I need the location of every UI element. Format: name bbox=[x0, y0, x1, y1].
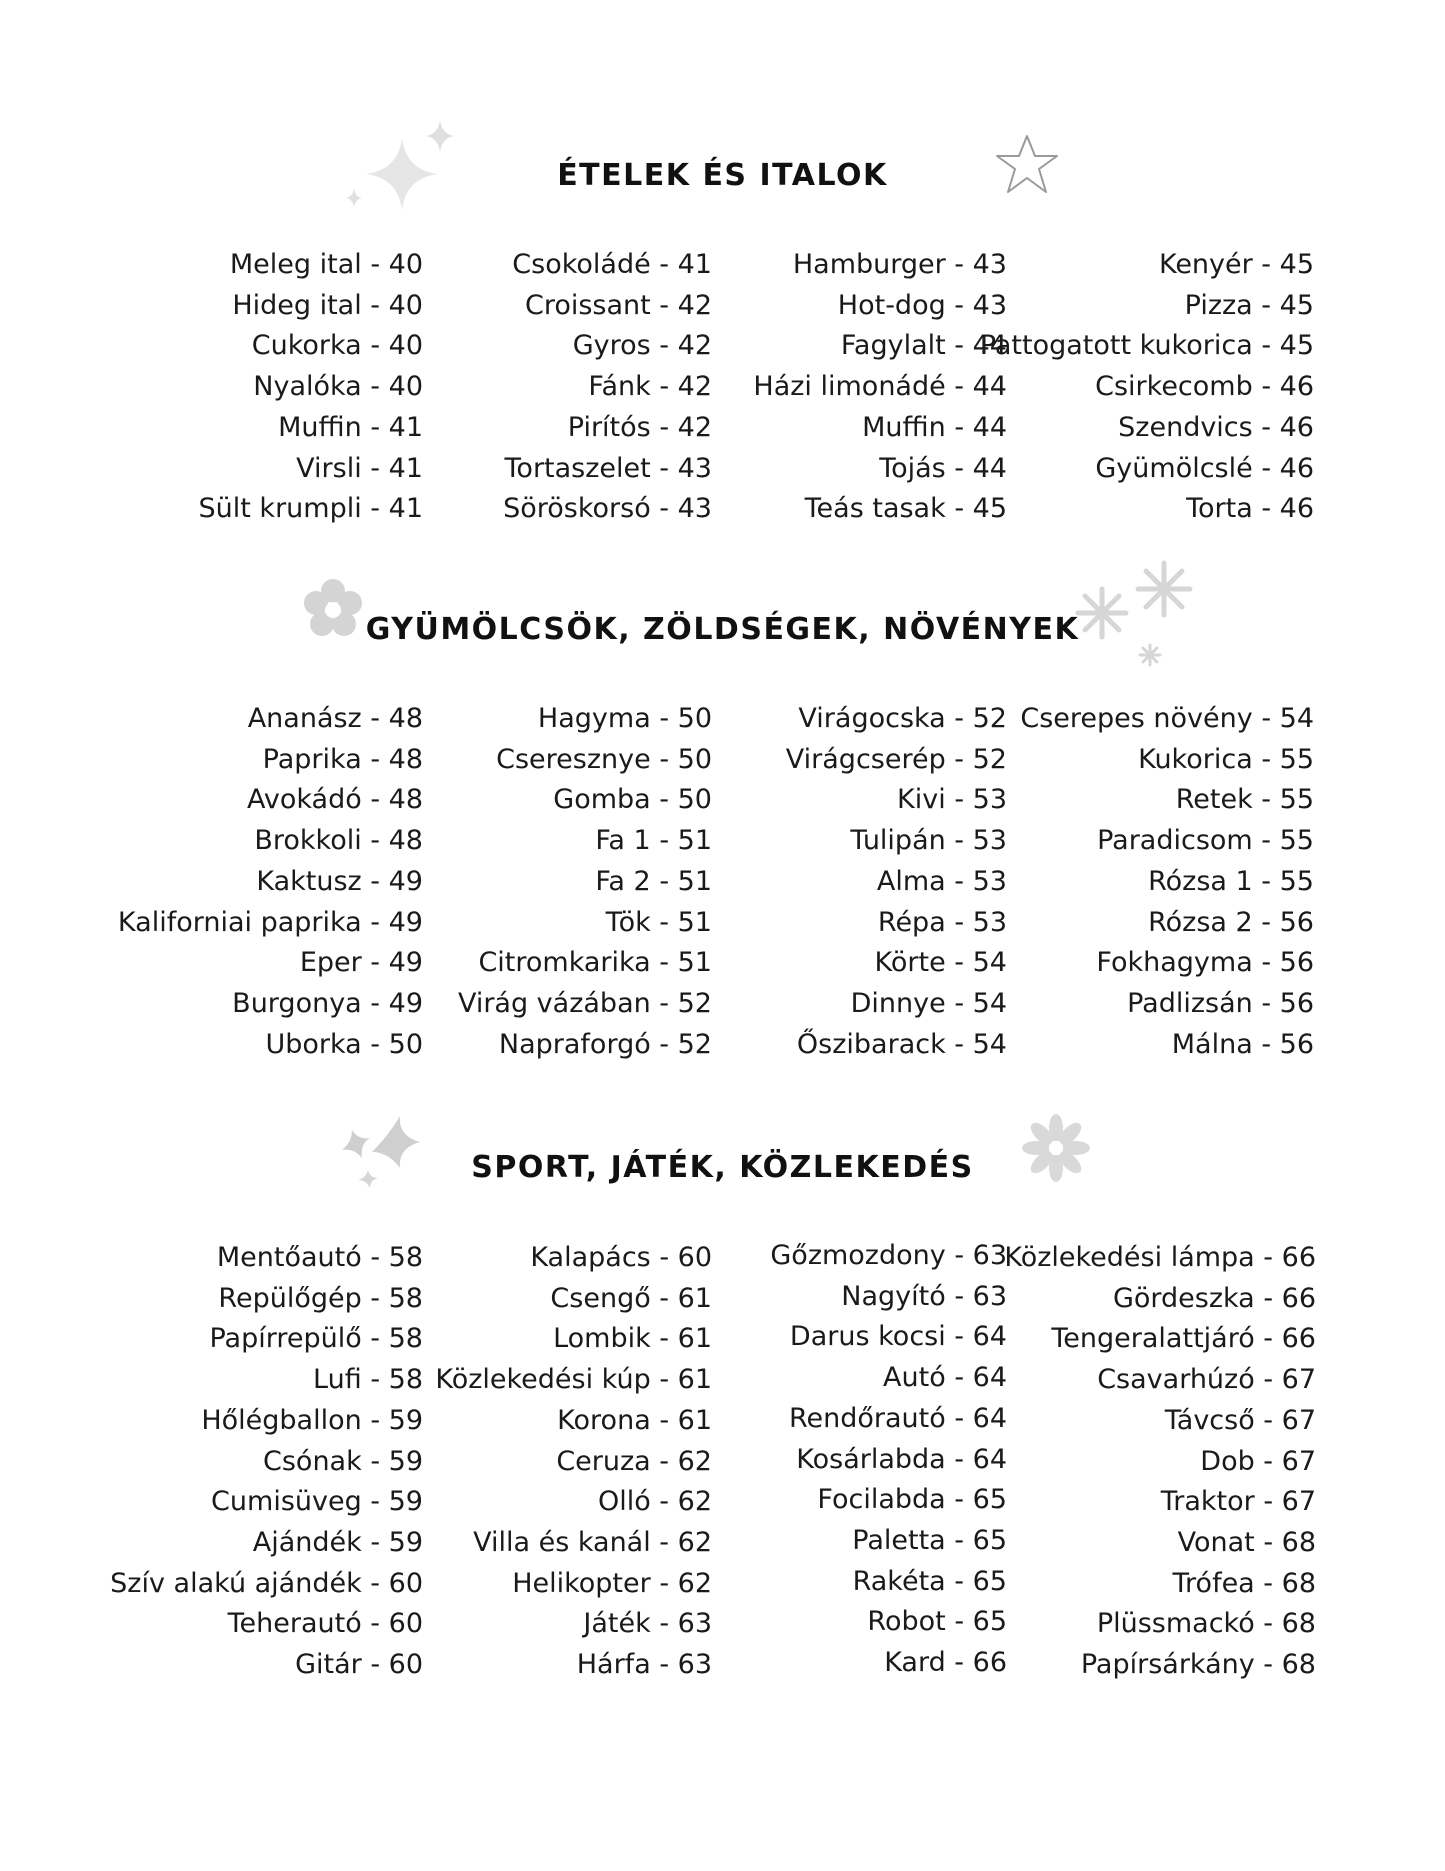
list-item: Tulipán - 53 bbox=[850, 825, 1007, 857]
list-item: Csónak - 59 bbox=[263, 1445, 423, 1477]
list-item: Dob - 67 bbox=[1200, 1445, 1316, 1477]
list-item: Papírrepülő - 58 bbox=[209, 1323, 423, 1355]
list-item: Hőlégballon - 59 bbox=[201, 1404, 423, 1436]
sport-column-1 bbox=[110, 1238, 423, 1686]
list-item: Plüssmackó - 68 bbox=[1096, 1608, 1316, 1640]
list-item: Trófea - 68 bbox=[1172, 1567, 1316, 1599]
sparkle-large-icon bbox=[366, 138, 438, 210]
list-item: Pizza - 45 bbox=[1184, 289, 1314, 321]
sport-column-3 bbox=[770, 1236, 1007, 1684]
list-item: Padlizsán - 56 bbox=[1127, 987, 1314, 1019]
list-item: Darus kocsi - 64 bbox=[789, 1321, 1007, 1353]
list-item: Rózsa 2 - 56 bbox=[1148, 906, 1314, 938]
list-item: Ceruza - 62 bbox=[556, 1445, 712, 1477]
list-item: Rakéta - 65 bbox=[852, 1565, 1007, 1597]
plants-column-1 bbox=[118, 699, 423, 1065]
food-column-2 bbox=[503, 245, 712, 530]
list-item: Kosárlabda - 64 bbox=[796, 1443, 1007, 1475]
list-item: Közlekedési lámpa - 66 bbox=[1004, 1242, 1316, 1273]
list-item: Villa és kanál - 62 bbox=[473, 1526, 712, 1558]
list-item: Muffin - 44 bbox=[862, 411, 1007, 443]
list-item: Fa 2 - 51 bbox=[595, 865, 712, 897]
sport-column-4 bbox=[1004, 1238, 1316, 1686]
list-item: Kalapács - 60 bbox=[530, 1242, 712, 1273]
list-item: Papírsárkány - 68 bbox=[1080, 1649, 1316, 1681]
daisy-icon bbox=[1078, 589, 1126, 637]
daisy-icon bbox=[1138, 563, 1190, 615]
list-item: Málna - 56 bbox=[1171, 1028, 1314, 1060]
list-item: Csokoládé - 41 bbox=[512, 249, 712, 280]
list-item: Tök - 51 bbox=[605, 906, 712, 938]
list-item: Gitár - 60 bbox=[295, 1649, 423, 1681]
flower-icon bbox=[300, 576, 366, 642]
list-item: Pirítós - 42 bbox=[567, 411, 712, 443]
list-item: Hot-dog - 43 bbox=[837, 289, 1007, 321]
list-item: Cukorka - 40 bbox=[251, 330, 423, 362]
four-point-star-small-icon bbox=[358, 1170, 378, 1188]
daisy-cluster-icon bbox=[1068, 555, 1208, 670]
list-item: Fánk - 42 bbox=[588, 371, 712, 403]
list-item: Traktor - 67 bbox=[1160, 1486, 1316, 1518]
list-item: Avokádó - 48 bbox=[246, 784, 423, 816]
list-item: Lombik - 61 bbox=[553, 1323, 712, 1355]
list-item: Eper - 49 bbox=[299, 947, 423, 979]
section-title-fruits-vegetables-plants: GYÜMÖLCSÖK, ZÖLDSÉGEK, NÖVÉNYEK bbox=[365, 612, 1080, 647]
sparkle-small-icon bbox=[426, 120, 454, 152]
list-item: Fagylalt - 44 bbox=[840, 330, 1007, 362]
list-item: Pattogatott kukorica - 45 bbox=[979, 330, 1314, 362]
list-item: Meleg ital - 40 bbox=[229, 249, 423, 280]
list-item: Croissant - 42 bbox=[524, 289, 712, 321]
list-item: Virsli - 41 bbox=[296, 452, 423, 484]
list-item: Olló - 62 bbox=[597, 1486, 712, 1518]
list-item: Hárfa - 63 bbox=[576, 1649, 712, 1681]
list-item: Lufi - 58 bbox=[313, 1364, 423, 1396]
list-item: Kard - 66 bbox=[884, 1647, 1007, 1679]
food-column-4 bbox=[980, 245, 1314, 530]
list-item: Alma - 53 bbox=[876, 865, 1007, 897]
daisy-small-icon bbox=[1140, 645, 1160, 665]
list-item: Körte - 54 bbox=[874, 947, 1007, 979]
food-column-1 bbox=[199, 245, 423, 530]
list-item: Virág vázában - 52 bbox=[457, 987, 712, 1019]
list-item: Kenyér - 45 bbox=[1158, 249, 1314, 280]
list-item: Szendvics - 46 bbox=[1118, 411, 1314, 443]
plants-column-2 bbox=[458, 699, 712, 1065]
list-item: Brokkoli - 48 bbox=[254, 825, 423, 857]
list-item: Répa - 53 bbox=[877, 906, 1007, 938]
four-point-star-icon bbox=[342, 1130, 370, 1158]
plants-column-4 bbox=[1020, 699, 1314, 1065]
list-item: Kukorica - 55 bbox=[1138, 743, 1314, 775]
list-item: Torta - 46 bbox=[1186, 493, 1314, 525]
list-item: Retek - 55 bbox=[1175, 784, 1314, 816]
section-title-food-drinks: ÉTELEK ÉS ITALOK bbox=[557, 158, 888, 193]
list-item: Gyümölcslé - 46 bbox=[1095, 452, 1314, 484]
list-item: Házi limonádé - 44 bbox=[753, 371, 1007, 403]
list-item: Robot - 65 bbox=[867, 1606, 1007, 1638]
list-item: Csavarhúzó - 67 bbox=[1097, 1364, 1316, 1396]
list-item: Ajándék - 59 bbox=[252, 1526, 423, 1558]
list-item: Kivi - 53 bbox=[897, 784, 1007, 816]
list-item: Csengő - 61 bbox=[550, 1282, 712, 1314]
list-item: Gomba - 50 bbox=[553, 784, 712, 816]
list-item: Korona - 61 bbox=[557, 1404, 712, 1436]
food-column-3 bbox=[753, 245, 1007, 530]
list-item: Őszibarack - 54 bbox=[796, 1028, 1007, 1060]
list-item: Tortaszelet - 43 bbox=[504, 452, 712, 484]
list-item: Helikopter - 62 bbox=[512, 1567, 712, 1599]
sparkle-icon bbox=[340, 118, 460, 228]
list-item: Nyalóka - 40 bbox=[253, 371, 423, 403]
list-item: Paradicsom - 55 bbox=[1097, 825, 1314, 857]
list-item: Hagyma - 50 bbox=[537, 703, 712, 734]
list-item: Gőzmozdony - 63 bbox=[770, 1240, 1007, 1271]
list-item: Söröskorsó - 43 bbox=[503, 493, 712, 525]
list-item: Repülőgép - 58 bbox=[218, 1282, 423, 1314]
list-item: Hideg ital - 40 bbox=[232, 289, 423, 321]
list-item: Citromkarika - 51 bbox=[478, 947, 712, 979]
list-item: Tojás - 44 bbox=[879, 452, 1007, 484]
list-item: Mentőautó - 58 bbox=[216, 1242, 423, 1273]
sport-column-2 bbox=[435, 1238, 712, 1686]
list-item: Muffin - 41 bbox=[278, 411, 423, 443]
list-item: Csirkecomb - 46 bbox=[1095, 371, 1314, 403]
list-item: Virágocska - 52 bbox=[798, 703, 1007, 734]
list-item: Cumisüveg - 59 bbox=[211, 1486, 423, 1518]
list-item: Teás tasak - 45 bbox=[804, 493, 1007, 525]
list-item: Focilabda - 65 bbox=[817, 1484, 1007, 1516]
list-item: Szív alakú ajándék - 60 bbox=[110, 1567, 423, 1599]
sparkle-tiny-icon bbox=[346, 188, 362, 208]
star-outline-icon bbox=[992, 132, 1062, 198]
list-item: Nagyító - 63 bbox=[841, 1280, 1007, 1312]
daisy-icon bbox=[1020, 1112, 1092, 1184]
plants-column-3 bbox=[786, 699, 1007, 1065]
list-item: Uborka - 50 bbox=[265, 1028, 423, 1060]
list-item: Közlekedési kúp - 61 bbox=[435, 1364, 712, 1396]
section-title-sport-games-transport: SPORT, JÁTÉK, KÖZLEKEDÉS bbox=[471, 1150, 974, 1185]
list-item: Játék - 63 bbox=[583, 1608, 712, 1640]
list-item: Burgonya - 49 bbox=[232, 987, 423, 1019]
list-item: Sült krumpli - 41 bbox=[198, 493, 423, 525]
list-item: Fa 1 - 51 bbox=[595, 825, 712, 857]
list-item: Fokhagyma - 56 bbox=[1096, 947, 1314, 979]
list-item: Teherautó - 60 bbox=[227, 1608, 423, 1640]
list-item: Cseresznye - 50 bbox=[496, 743, 712, 775]
list-item: Paletta - 65 bbox=[852, 1524, 1007, 1556]
list-item: Távcső - 67 bbox=[1164, 1404, 1316, 1436]
list-item: Cserepes növény - 54 bbox=[1020, 703, 1314, 734]
list-item: Gördeszka - 66 bbox=[1112, 1282, 1316, 1314]
list-item: Napraforgó - 52 bbox=[498, 1028, 712, 1060]
list-item: Paprika - 48 bbox=[262, 743, 423, 775]
four-point-star-icon bbox=[372, 1116, 420, 1168]
list-item: Tengeralattjáró - 66 bbox=[1051, 1323, 1316, 1355]
list-item: Rózsa 1 - 55 bbox=[1148, 865, 1314, 897]
list-item: Ananász - 48 bbox=[247, 703, 423, 734]
list-item: Kaktusz - 49 bbox=[256, 865, 423, 897]
list-item: Rendőrautó - 64 bbox=[788, 1402, 1007, 1434]
list-item: Vonat - 68 bbox=[1177, 1526, 1316, 1558]
list-item: Hamburger - 43 bbox=[792, 249, 1007, 280]
list-item: Autó - 64 bbox=[883, 1362, 1007, 1394]
four-point-star-cluster-icon bbox=[340, 1112, 430, 1192]
list-item: Virágcserép - 52 bbox=[785, 743, 1007, 775]
list-item: Dinnye - 54 bbox=[850, 987, 1007, 1019]
list-item: Kaliforniai paprika - 49 bbox=[117, 906, 423, 938]
list-item: Gyros - 42 bbox=[572, 330, 712, 362]
